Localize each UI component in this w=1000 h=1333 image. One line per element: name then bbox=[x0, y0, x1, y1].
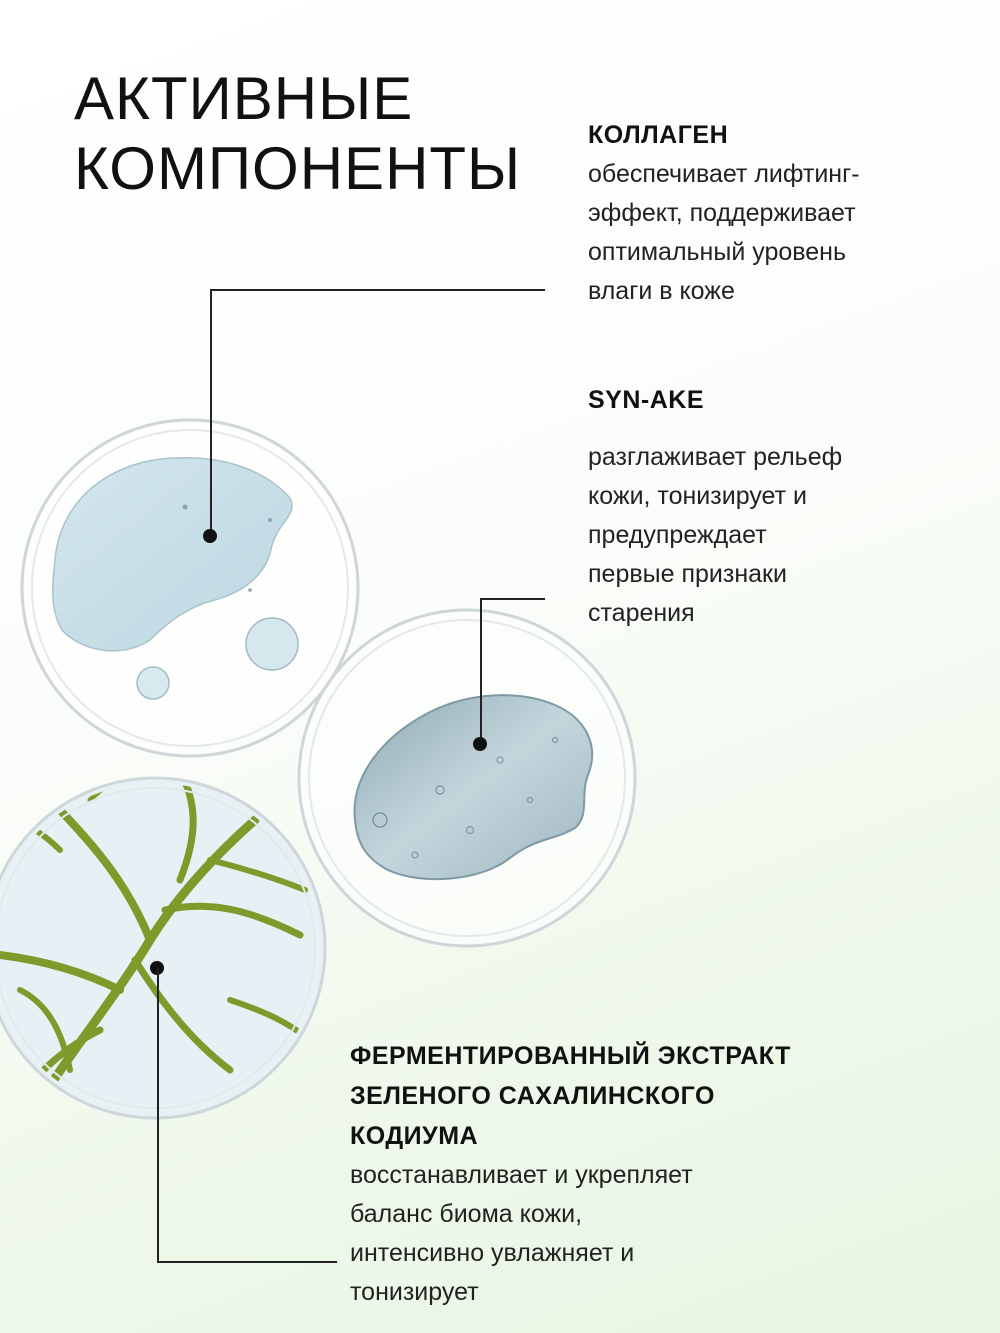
description-line: тонизирует bbox=[350, 1278, 479, 1306]
description-line: разглаживает рельеф bbox=[588, 443, 843, 471]
description-line: интенсивно увлажняет и bbox=[350, 1239, 635, 1267]
ingredient-name: SYN-AKE bbox=[588, 386, 705, 414]
description-line: восстанавливает и укрепляет bbox=[350, 1161, 693, 1189]
ingredient-codium bbox=[350, 1036, 910, 1312]
ingredient-description bbox=[588, 438, 968, 633]
collagen-marker bbox=[203, 529, 217, 543]
description-line: старения bbox=[588, 599, 695, 627]
description-line: кожи, тонизирует и bbox=[588, 482, 807, 510]
description-line: баланс биома кожи, bbox=[350, 1200, 583, 1228]
page-title-line-1: АКТИВНЫЕ bbox=[74, 65, 414, 132]
synake-marker bbox=[473, 737, 487, 751]
description-line: влаги в коже bbox=[588, 277, 735, 305]
ingredient-name-line: КОДИУМА bbox=[350, 1122, 479, 1150]
synake-connector-horizontal bbox=[480, 598, 545, 600]
synake-dish bbox=[299, 610, 635, 946]
description-line: предупреждает bbox=[588, 521, 767, 549]
codium-dish bbox=[0, 768, 325, 1118]
ingredient-name: КОЛЛАГЕН bbox=[588, 121, 729, 149]
description-line: эффект, поддерживает bbox=[588, 199, 856, 227]
description-line: первые признаки bbox=[588, 560, 787, 588]
codium-connector-horizontal bbox=[157, 1261, 337, 1263]
page-title-line-2: КОМПОНЕНТЫ bbox=[74, 135, 522, 202]
codium-connector-vertical bbox=[157, 968, 159, 1262]
ingredient-name bbox=[350, 1036, 910, 1156]
ingredient-collagen bbox=[588, 115, 968, 311]
ingredient-name-line: ФЕРМЕНТИРОВАННЫЙ ЭКСТРАКТ bbox=[350, 1042, 791, 1070]
ingredient-description bbox=[350, 1156, 910, 1312]
ingredient-synake bbox=[588, 380, 968, 633]
description-line: обеспечивает лифтинг- bbox=[588, 160, 860, 188]
collagen-connector-vertical bbox=[210, 289, 212, 536]
collagen-connector-horizontal bbox=[210, 289, 545, 291]
ingredient-name-line: ЗЕЛЕНОГО САХАЛИНСКОГО bbox=[350, 1082, 715, 1110]
collagen-dish bbox=[22, 420, 358, 756]
page-title bbox=[74, 64, 521, 204]
ingredient-description bbox=[588, 155, 968, 311]
description-line: оптимальный уровень bbox=[588, 238, 847, 266]
synake-connector-vertical bbox=[480, 598, 482, 743]
